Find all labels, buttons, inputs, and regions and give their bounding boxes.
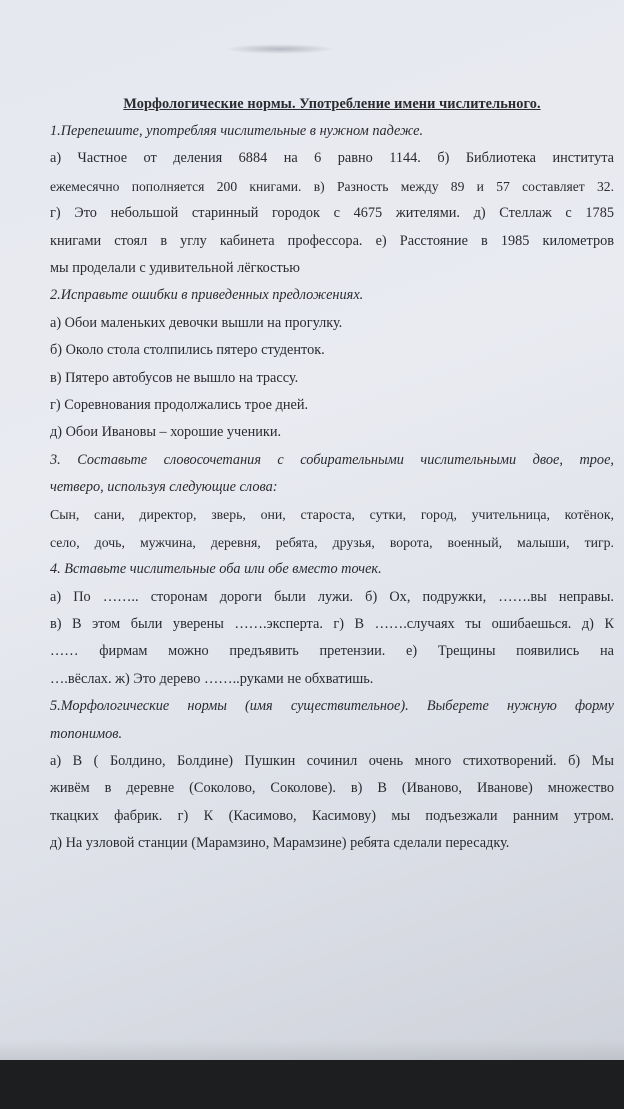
worksheet-body <box>50 96 614 858</box>
task-3-words-1: Сын, сани, директор, зверь, они, староста, сутки, город, учительница, котёнок, <box>50 507 614 523</box>
task-1-line-1: а) Частное от деления 6884 на 6 равно 1144. б) Библиотека института <box>50 150 614 167</box>
task-3-heading-cont: четверо, используя следующие слова: <box>50 479 278 496</box>
task-1-line-2: ежемесячно пополняется 200 книгами. в) Разность между 89 и 57 составляет 32. <box>50 178 614 194</box>
task-5-line-2: живём в деревне (Соколово, Соколове). в) В (Иваново, Иванове) множество <box>50 780 614 797</box>
task-4-line-2: в) В этом были уверены …….эксперта. г) В …….случаях ты ошибаешься. д) К <box>50 616 614 633</box>
task-1-line-4: книгами стоял в углу кабинета профессора. е) Расстояние в 1985 километров <box>50 232 614 249</box>
task-1-heading: 1.Перепешите, употребляя числительные в нужном падеже. <box>50 123 424 139</box>
page-shadow <box>0 1040 624 1060</box>
task-5-heading-cont: топонимов. <box>50 725 123 742</box>
task-3-words-2: село, дочь, мужчина, деревня, ребята, друзья, ворота, военный, малыши, тигр. <box>50 534 614 550</box>
task-2-item-d: г) Соревнования продолжались трое дней. <box>50 396 309 413</box>
task-5-line-3: ткацких фабрик. г) К (Касимово, Касимову) мы подъезжали ранним утром. <box>50 807 614 824</box>
task-2-item-c: в) Пятеро автобусов не вышло на трассу. <box>50 369 299 386</box>
task-4-line-4: ….вёслах. ж) Это дерево ……..руками не обхватишь. <box>50 670 374 687</box>
task-2-item-e: д) Обои Ивановы – хорошие ученики. <box>50 424 282 441</box>
task-2-heading: 2.Исправьте ошибки в приведенных предложениях. <box>50 287 364 304</box>
task-5-heading: 5.Морфологические нормы (имя существительное). Выберете нужную форму <box>50 698 614 715</box>
task-1-line-3: г) Это небольшой старинный городок с 4675 жителями. д) Стеллаж с 1785 <box>50 205 614 222</box>
task-5-line-4: д) На узловой станции (Марамзино, Марамзине) ребята сделали пересадку. <box>50 835 510 852</box>
task-4-line-1: а) По …….. сторонам дороги были лужи. б) Ох, подружки, …….вы неправы. <box>50 588 614 605</box>
task-5-line-1: а) В ( Болдино, Болдине) Пушкин сочинил очень много стихотворений. б) Мы <box>50 752 614 769</box>
task-4-heading: 4. Вставьте числительные оба или обе вместо точек. <box>50 561 382 578</box>
task-2-item-b: б) Около стола столпились пятеро студенток. <box>50 342 325 359</box>
task-2-item-a: а) Обои маленьких девочки вышли на прогулку. <box>50 314 343 331</box>
task-3-heading: 3. Составьте словосочетания с собирательными числительными двое, трое, <box>50 451 614 468</box>
task-1-line-5: мы проделали с удивительной лёгкостью <box>50 259 300 276</box>
header-smudge <box>225 44 335 54</box>
task-4-line-3: …… фирмам можно предъявить претензии. е) Трещины появились на <box>50 643 614 660</box>
worksheet-title: Морфологические нормы. Употребление имени числительного. <box>123 96 541 112</box>
